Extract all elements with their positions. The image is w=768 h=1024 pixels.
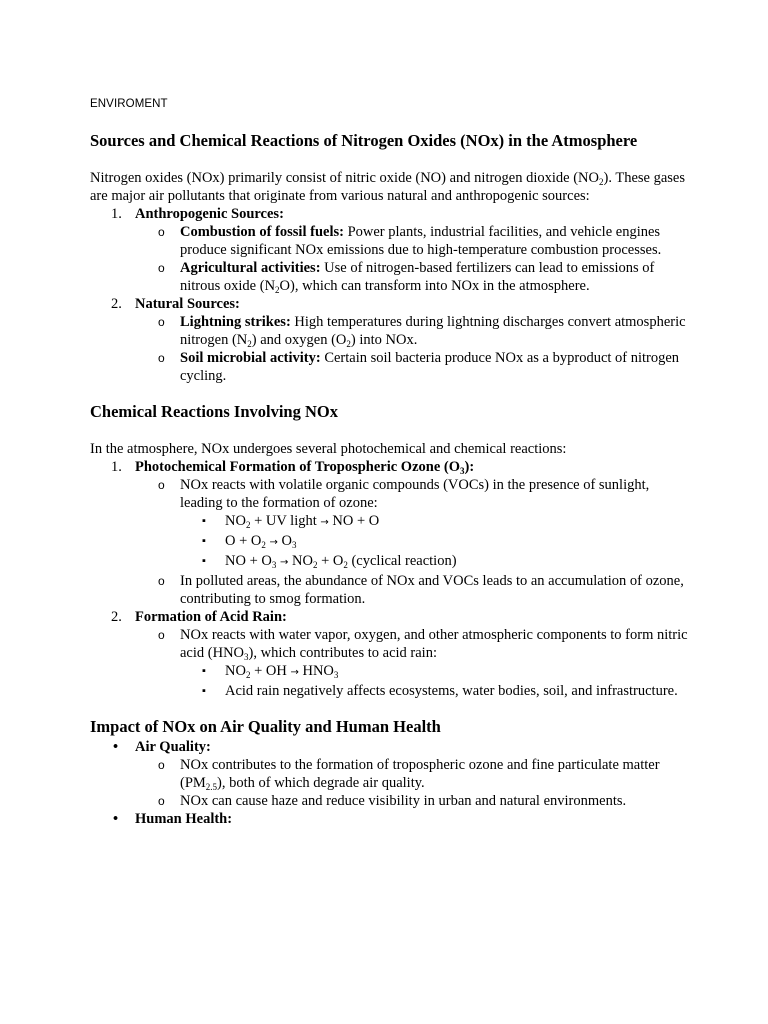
list-item: o NOx contributes to the formation of tropospheric ozone and fine particulate matter $(PM_{2.5})$, both of which degrade air quality.: [158, 757, 660, 792]
list-item-human-health: [90, 810, 690, 828]
intro-paragraph: Nitrogen oxides (NOx) primarily consist of nitric oxide (NO) and nitrogen dioxide $(NO_2)$. These gases are major air pollutants that originate from various natural and anthropogenic sources:: [90, 170, 685, 204]
page-title: Sources and Chemical Reactions of Nitrogen Oxides (NOx) in the Atmosphere: [90, 131, 638, 150]
list-item-acid-rain: [90, 608, 690, 700]
section-heading-reactions: Chemical Reactions Involving NOx: [90, 402, 338, 421]
running-head: ENVIROMENT: [90, 98, 168, 110]
section-heading-impact: Impact of NOx on Air Quality and Human Health: [90, 717, 441, 736]
bullet-o: o: [158, 758, 165, 772]
equation: ▪ $NO_2$ + OH → $HNO_3$: [202, 663, 339, 680]
arrow-icon: →: [320, 517, 329, 528]
list-heading: Air Quality:: [135, 739, 211, 755]
bullet-square: ▪: [202, 665, 206, 677]
bullet-o: o: [158, 574, 165, 588]
bullet-o: o: [158, 628, 165, 642]
list-heading: Formation of Acid Rain:: [135, 609, 287, 625]
list-number: 2.: [111, 609, 122, 625]
bullet-o: o: [158, 315, 165, 329]
sources-list: [90, 205, 690, 385]
list-item: o Combustion of fossil fuels: Power plants, industrial facilities, and vehicle engines produce significant NOx emissions due to high-temperature combustion processes.: [158, 224, 662, 258]
arrow-icon: →: [290, 667, 299, 678]
document-body: [90, 130, 690, 828]
sublist: [135, 476, 690, 608]
impact-list: [90, 738, 690, 828]
sublist: [135, 626, 690, 700]
sublist: [135, 756, 690, 810]
bullet-o: o: [158, 794, 165, 808]
list-item: o Lightning strikes: High temperatures during lightning discharges convert atmospheric nitrogen $(N_2)$ and oxygen $(O_2)$ into NOx.: [158, 314, 686, 349]
sublist: [135, 223, 690, 295]
bullet-dot: •: [113, 739, 119, 755]
bullet-square: ▪: [202, 535, 206, 547]
bullet-square: ▪: [202, 555, 206, 567]
list-item: o NOx reacts with water vapor, oxygen, and other atmospheric components to form nitric acid $(HNO_3)$, which contributes to acid rain: ▪ $NO_2$ + OH → $HNO_3$ ▪ Acid rain negatively affects ecosystems, water bodies, soil, and infrastructure.: [135, 626, 690, 700]
bullet-square: ▪: [202, 685, 206, 697]
list-item: o Soil microbial activity: Certain soil bacteria produce NOx as a byproduct of nitrogen cycling.: [158, 350, 680, 384]
reactions-list: [90, 458, 690, 700]
bullet-square: ▪: [202, 515, 206, 527]
list-item: o Agricultural activities: Use of nitrogen-based fertilizers can lead to emissions of nitrous oxide $(N_2O)$, which can transform into NOx in the atmosphere.: [158, 260, 655, 295]
list-item-air-quality: [90, 738, 690, 810]
list-item-ozone: [90, 458, 690, 608]
list-number: 1.: [111, 459, 122, 475]
bullet-o: o: [158, 478, 165, 492]
bullet-o: o: [158, 261, 165, 275]
list-item-anthropogenic: [90, 205, 690, 295]
bullet-o: o: [158, 351, 165, 365]
equation-list: [180, 512, 690, 572]
arrow-icon: →: [269, 537, 278, 548]
reactions-intro: In the atmosphere, NOx undergoes several photochemical and chemical reactions:: [90, 441, 567, 457]
list-item: o In polluted areas, the abundance of NOx and VOCs leads to an accumulation of ozone, contributing to smog formation.: [158, 573, 684, 607]
equation: ▪ $O + O_2 \to O_3$: [202, 533, 297, 550]
equation-list: [180, 662, 690, 700]
bullet-o: o: [158, 225, 165, 239]
list-number: 1.: [111, 206, 122, 222]
equation: ▪ $NO_2$ + UV light → NO + O: [202, 513, 380, 530]
bullet-dot: •: [113, 811, 119, 827]
list-number: 2.: [111, 296, 122, 312]
list-item: o NOx reacts with volatile organic compounds (VOCs) in the presence of sunlight, leading to the formation of ozone: ▪ $NO_2$ + UV light → NO + O ▪ $O + O_2 \to O_3$ ▪ NO + $O_3 \to NO_2 + O_2$ (cyclical reaction): [135, 476, 690, 572]
list-heading: Human Health:: [135, 811, 233, 827]
list-item-natural: [90, 295, 690, 385]
list-heading: Anthropogenic Sources:: [135, 206, 284, 222]
sublist: [135, 313, 690, 385]
list-item: ▪ Acid rain negatively affects ecosystems, water bodies, soil, and infrastructure.: [202, 683, 678, 699]
list-item: o NOx can cause haze and reduce visibility in urban and natural environments.: [158, 793, 627, 809]
list-heading: Photochemical Formation of Tropospheric Ozone $(O_3)$:: [135, 459, 475, 476]
arrow-icon: →: [279, 557, 289, 568]
equation: ▪ NO + $O_3 \to NO_2 + O_2$ (cyclical reaction): [202, 553, 457, 570]
list-heading: Natural Sources:: [135, 296, 240, 312]
